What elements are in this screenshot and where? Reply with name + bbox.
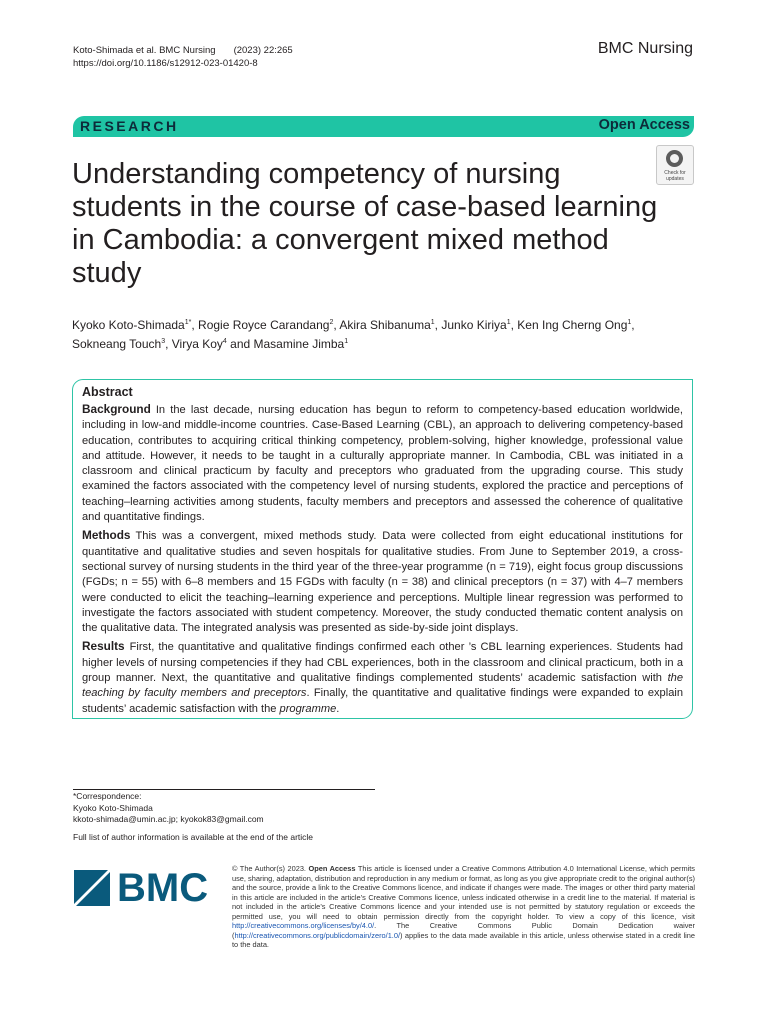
background-text: In the last decade, nursing education has begun to reform to competency-based education worldwide, including in low-and middle-income countries. Case-Based Learning (CBL), an approach to delivering competency-based education, contributes to acquiring critical thinking competency, problem-solving, higher knowledge, professional value and attitude. However, it needs to be taught in a culturally appropriate manner. In Cambodia, CBL was initiated in a classroom and clinical practicum by faculty and preceptors who graduated from the upgrading course. This study examined the factors associated with the competency level of nursing students, explored the practice and perceptions of teaching–learning activities among students, faculty members and preceptors and assessed the coherence of qualitative and quantitative findings. — [82, 404, 683, 524]
author-affiliation: 2 — [329, 319, 334, 326]
bmc-logo-text: BMC — [117, 866, 209, 907]
author-name: Sokneang Touch — [72, 337, 162, 351]
citation-header — [73, 44, 293, 70]
abstract-results — [82, 639, 683, 716]
methods-text: This was a convergent, mixed methods study. Data were collected from eight educational institutions for quantitative and qualitative studies and seven hospitals for qualitative studies. From June to September 2019, a cross-sectional survey of nursing students in the third year of the three-year programme (n = 719), eight focus group discussions (FGDs; n = 55) with 6–8 members and 15 FGDs with faculty (n = 38) and clinical preceptors (n = 37) with 4–7 members were conducted to elicit the teaching–learning experience and perceptions. Multiple linear regression was performed to investigate the factors associated with student competency. Moreover, the study conducted thematic content analysis on the qualitative data. The integrated analysis was presented as side-by-side joint displays. — [82, 530, 683, 635]
author-affiliation: 3 — [161, 338, 166, 345]
correspondence-emails[interactable]: kkoto-shimada@umin.ac.jp; kyokok83@gmail.com — [73, 814, 264, 824]
results-text-c: . — [336, 702, 340, 715]
license-link-cc-by[interactable]: http://creativecommons.org/licenses/by/4.0/ — [232, 921, 375, 930]
license-part-1: © The Author(s) 2023. — [232, 864, 309, 873]
author-affiliation: 1 — [430, 319, 435, 326]
abstract-methods — [82, 528, 683, 636]
author-name: Ken Ing Cherng Ong — [517, 318, 628, 332]
author-affiliation: 1 — [344, 338, 349, 345]
author-name: Akira Shibanuma — [339, 318, 431, 332]
section-label: RESEARCH — [80, 118, 179, 134]
background-label: Background — [82, 402, 151, 416]
section-banner — [73, 116, 694, 137]
results-emphasis-1: the teaching by faculty members and preceptors — [82, 672, 683, 700]
author-affiliation: 4 — [222, 338, 227, 345]
license-part-2: This article is licensed under a Creative Commons Attribution 4.0 International License, which permits use, sharing, adaptation, distribution and reproduction in any medium or format, as long as you give appropriate credit to the original author(s) and the source, provide a link to the Creative Commons licence, and indicate if changes were made. The images or other third party material in this article are included in the article’s Creative Commons licence, unless indicated otherwise in a credit line to the material. If material is not included in the article’s Creative Commons licence and your intended use is not permitted by statutory regulation or exceeds the permitted use, you will need to obtain permission directly from the copyright holder. To view a copy of this licence, visit — [232, 864, 695, 921]
crossmark-line2: updates — [666, 176, 684, 182]
results-emphasis-2: programme — [279, 702, 337, 715]
journal-name: BMC Nursing — [597, 40, 693, 57]
author-affiliation: 1 — [506, 319, 511, 326]
author-name: Virya Koy — [171, 337, 223, 351]
abstract-box — [72, 379, 693, 719]
correspondence-name: Kyoko Koto-Shimada — [73, 802, 153, 813]
results-text-a: First, the quantitative and qualitative findings confirmed each other ’s CBL learning experiences. Students had higher levels of nursing competencies if they had CBL experiences, both in the classroom and clinical practicum, both in a group manner. Next, the quantitative and qualitative findings complemented students’ academic satisfaction with — [82, 641, 683, 685]
abstract-background — [82, 402, 683, 525]
citation-text: Koto-Shimada et al. BMC Nursing — [73, 45, 216, 56]
doi-link[interactable]: https://doi.org/10.1186/s12912-023-01420-8 — [73, 58, 258, 69]
license-link-cc0[interactable]: http://creativecommons.org/publicdomain/zero/1.0/ — [234, 930, 401, 940]
crossmark-line1: Check for — [664, 170, 686, 176]
license-part-4: ) applies to the data made available in this article, unless otherwise stated in a credit line to the data. — [232, 930, 695, 949]
footnote-divider — [73, 789, 375, 790]
author-affiliation: 1* — [184, 319, 192, 326]
results-label: Results — [82, 639, 125, 654]
author-name: Rogie Royce Carandang — [198, 318, 330, 332]
license-part-3: . The Creative Commons Public Domain Dedication waiver ( — [232, 921, 695, 940]
bmc-logo — [72, 861, 216, 907]
author-name: Junko Kiriya — [441, 318, 507, 332]
author-info-note: Full list of author information is available at the end of the article — [73, 832, 314, 842]
results-text-b: . Finally, the quantitative and qualitative findings were expanded to explain students’ academic satisfaction with the — [82, 687, 683, 715]
correspondence-label: *Correspondence: — [73, 791, 142, 801]
license-open-access: Open Access — [308, 864, 356, 873]
correspondence-block — [73, 791, 264, 826]
article-title: Understanding competency of nursing students in the course of case-based learning in Cambodia: a convergent mixed method study — [72, 158, 658, 289]
abstract-heading: Abstract — [82, 385, 133, 399]
open-access-label: Open Access — [598, 117, 690, 133]
author-list: Kyoko Koto-Shimada$^{1*}$, Rogie Royce Carandang$^2$, Akira Shibanuma$^1$, Junko Kiriya$^1$, Ken Ing Cherng Ong$^1$, Sokneang Touch$^3$, Virya Koy$^4$ and Masamine Jimba$^1$ — [72, 318, 635, 351]
year-volume: (2023) 22:265 — [233, 45, 293, 56]
author-name: Masamine Jimba — [253, 337, 345, 351]
methods-label: Methods — [82, 528, 131, 543]
author-affiliation: 1 — [627, 319, 632, 326]
author-name: Kyoko Koto-Shimada — [72, 318, 185, 332]
license-text — [232, 864, 695, 950]
